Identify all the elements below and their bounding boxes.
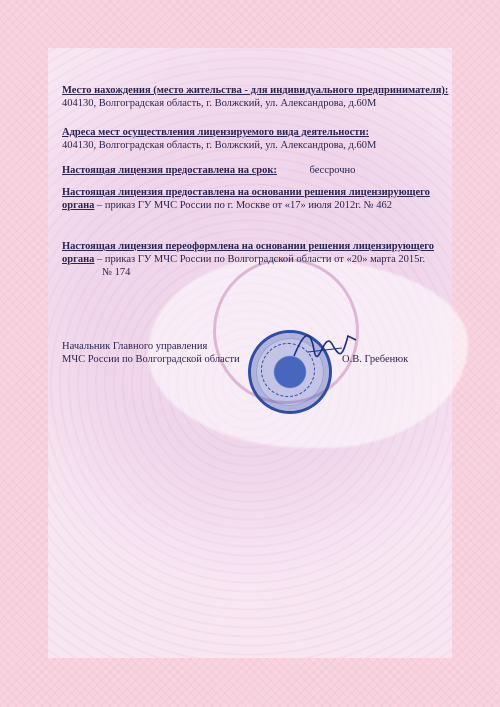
- signer-name: О.В. Гребенюк: [342, 354, 409, 365]
- reissue-heading-line1: Настоящая лицензия переоформлена на основании решения лицензирующего: [62, 241, 435, 252]
- signer-position-line2: МЧС России по Волгоградской области: [62, 354, 240, 365]
- reissue-number: № 174: [102, 267, 131, 278]
- activity-address-value: 404130, Волгоградская область, г. Волжский, ул. Александрова, д.60М: [62, 140, 377, 151]
- reissue-heading-line2: органа: [62, 254, 95, 265]
- address-section: [62, 84, 448, 110]
- address-value: 404130, Волгоградская область, г. Волжский, ул. Александрова, д.60М: [62, 98, 377, 109]
- term-value: бессрочно: [309, 165, 356, 176]
- activity-address-section: [62, 126, 376, 152]
- reissue-value: – приказ ГУ МЧС России по Волгоградской области от «20» марта 2015г.: [94, 254, 426, 265]
- signature-section: [62, 340, 240, 366]
- basis-section: [62, 186, 430, 212]
- handwritten-signature: [290, 322, 360, 366]
- signer-position-line1: Начальник Главного управления: [62, 341, 208, 352]
- activity-address-heading: Адреса мест осуществления лицензируемого вида деятельности:: [62, 127, 369, 138]
- term-section: [62, 164, 355, 177]
- basis-value: – приказ ГУ МЧС России по г. Москве от «17» июля 2012г. № 462: [94, 200, 392, 211]
- term-heading: Настоящая лицензия предоставлена на срок:: [62, 165, 277, 176]
- basis-heading-line1: Настоящая лицензия предоставлена на основании решения лицензирующего: [62, 187, 430, 198]
- reissue-section: [62, 240, 434, 279]
- address-heading: Место нахождения (место жительства - для индивидуального предпринимателя):: [62, 85, 449, 96]
- basis-heading-line2: органа: [62, 200, 95, 211]
